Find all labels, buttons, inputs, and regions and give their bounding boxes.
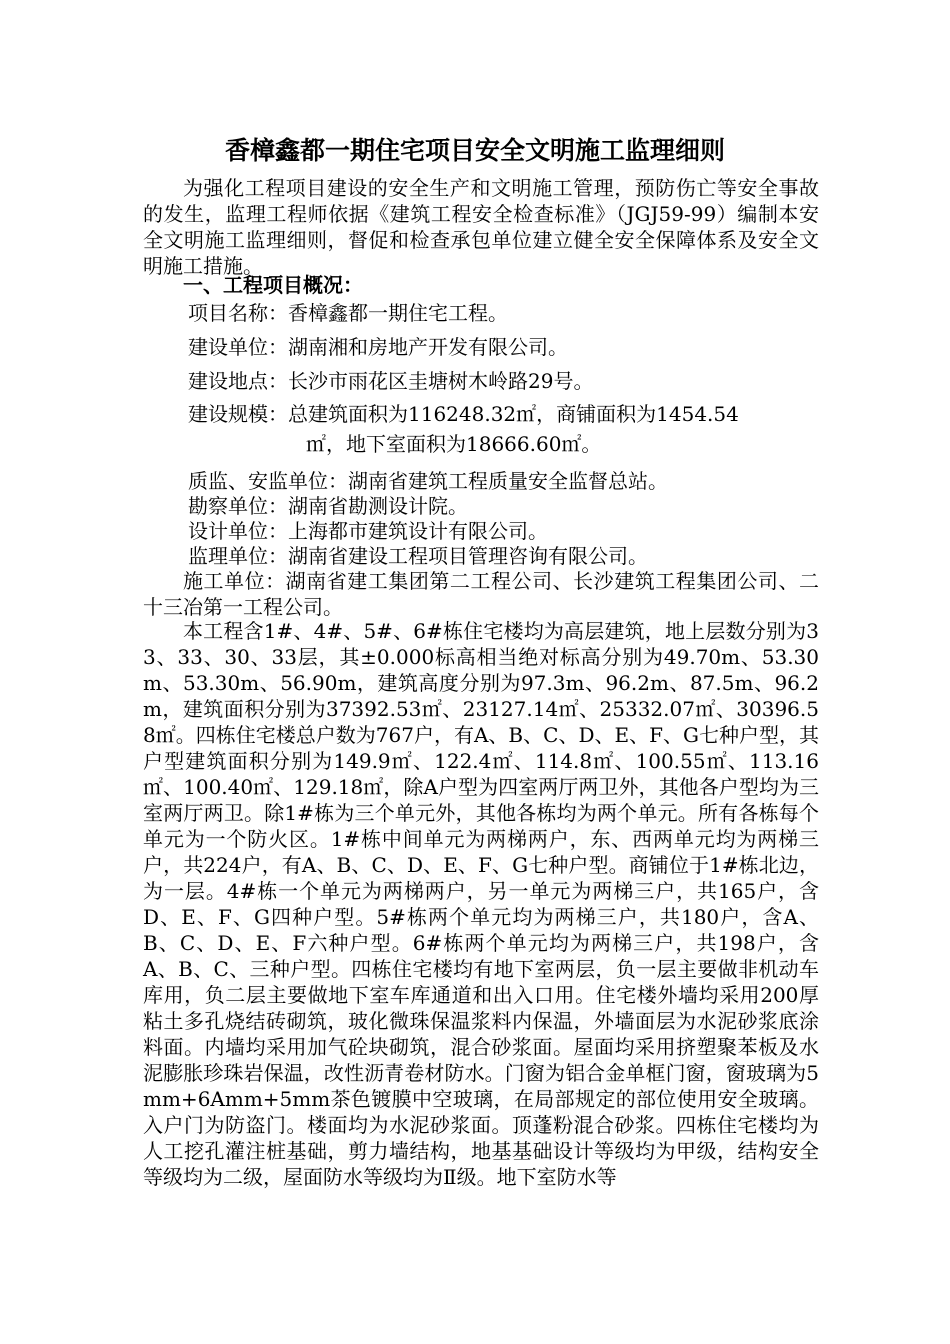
supervision-line: 质监、安监单位：湖南省建筑工程质量安全监督总站。: [188, 469, 668, 493]
owner-line: 建设单位：湖南湘和房地产开发有限公司。: [188, 335, 568, 359]
project-name-line: 项目名称：香樟鑫都一期住宅工程。: [188, 301, 508, 325]
contractor-paragraph: 施工单位：湖南省建工集团第二工程公司、长沙建筑工程集团公司、二十三冶第一工程公司。: [143, 569, 819, 619]
section-heading-project-overview: 一、工程项目概况：: [183, 273, 363, 297]
intro-paragraph: 为强化工程项目建设的安全生产和文明施工管理，预防伤亡等安全事故的发生，监理工程师依据《建筑工程安全检查标准》（JGJ59-99）编制本安全文明施工监理细则，督促和检查承包单位建立健全安全保障体系及安全文明施工措施。: [143, 176, 819, 278]
location-line: 建设地点：长沙市雨花区圭塘树木岭路29号。: [188, 369, 594, 393]
scale-line-2: ㎡，地下室面积为18666.60㎡。: [306, 432, 602, 456]
survey-line: 勘察单位：湖南省勘测设计院。: [188, 494, 468, 518]
document-title: 香樟鑫都一期住宅项目安全文明施工监理细则: [224, 136, 725, 165]
design-line: 设计单位：上海都市建筑设计有限公司。: [188, 519, 548, 543]
supervisor-line: 监理单位：湖南省建设工程项目管理咨询有限公司。: [188, 544, 648, 568]
project-description-paragraph: 本工程含1#、4#、5#、6#栋住宅楼均为高层建筑，地上层数分别为33、33、30、33层，其±0.000标高相当绝对标高分别为49.70m、53.30m、53.30m、56.90m，建筑高度分别为97.3m、96.2m、87.5m、96.2m，建筑面积分别为37392.53㎡、23127.14㎡、25332.07㎡、30396.58㎡。四栋住宅楼总户数为767户，有A、B、C、D、E、F、G七种户型，其户型建筑面积分别为149.9㎡、122.4㎡、114.8㎡、100.55㎡、113.16㎡、100.40㎡、129.18㎡，除A户型为四室两厅两卫外，其他各户型均为三室两厅两卫。除1#栋为三个单元外，其他各栋均为两个单元。所有各栋每个单元为一个防火区。1#栋中间单元为两梯两户，东、西两单元均为两梯三户，共224户，有A、B、C、D、E、F、G七种户型。商铺位于1#栋北边，为一层。4#栋一个单元为两梯两户，另一单元为两梯三户，共165户，含D、E、F、G四种户型。5#栋两个单元均为两梯三户，共180户，含A、B、C、D、E、F六种户型。6#栋两个单元均为两梯三户，共198户，含A、B、C、三种户型。四栋住宅楼均有地下室两层，负一层主要做非机动车库用，负二层主要做地下室车库通道和出入口用。住宅楼外墙均采用200厚粘土多孔烧结砖砌筑，玻化微珠保温浆料内保温，外墙面层为水泥砂浆底涂料面。内墙均采用加气砼块砌筑，混合砂浆面。屋面均采用挤塑聚苯板及水泥膨胀珍珠岩保温，改性沥青卷材防水。门窗为铝合金单框门窗，窗玻璃为5mm+6Amm+5mm茶色镀膜中空玻璃，在局部规定的部位使用安全玻璃。入户门为防盗门。楼面均为水泥砂浆面。顶蓬粉混合砂浆。四栋住宅楼均为人工挖孔灌注桩基础，剪力墙结构，地基基础设计等级均为甲级，结构安全等级均为二级，屋面防水等级均为Ⅱ级。地下室防水等: [143, 619, 819, 1189]
scale-line-1: 建设规模：总建筑面积为116248.32㎡，商铺面积为1454.54: [188, 402, 739, 426]
